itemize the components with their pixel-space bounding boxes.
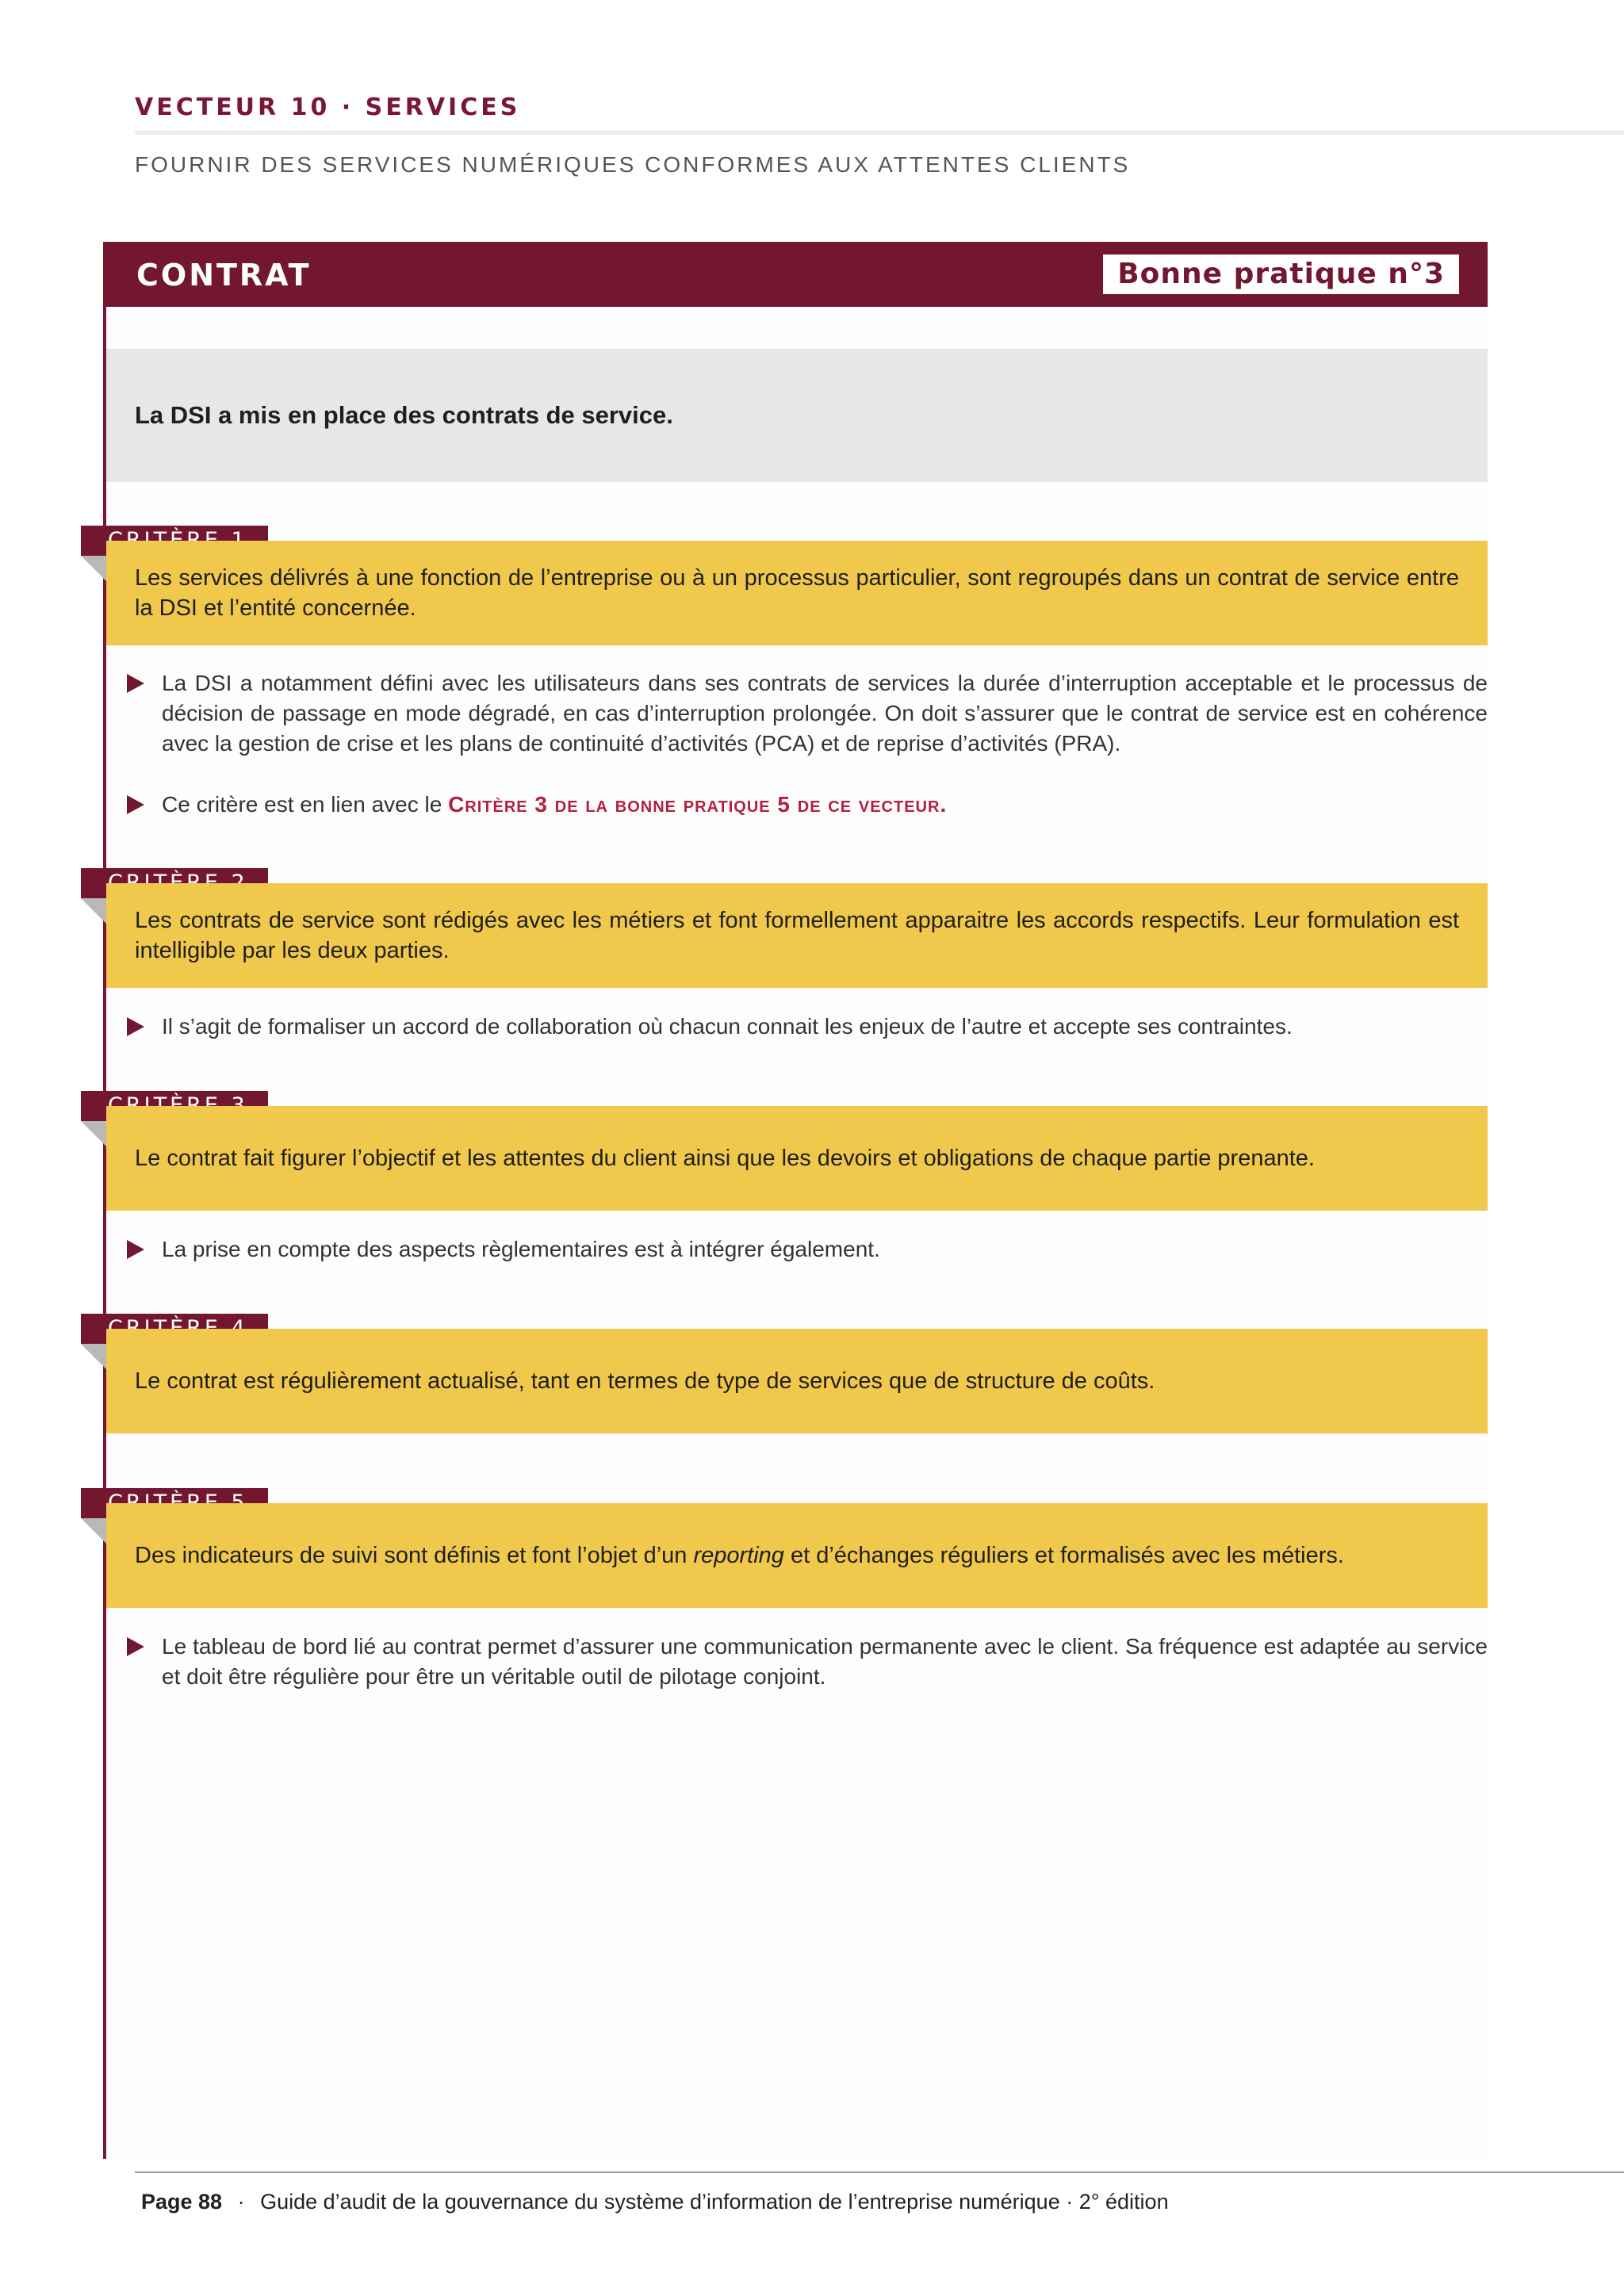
page-footer <box>141 2190 1169 2214</box>
criterion-box <box>106 541 1488 645</box>
footer-document-title: Guide d’audit de la gouvernance du système d’information de l’entreprise numérique · 2° édition <box>260 2190 1169 2214</box>
bullet-arrow-icon <box>127 674 144 693</box>
footer-divider <box>135 2172 1624 2173</box>
page-number: Page 88 <box>141 2190 223 2214</box>
link-note-suffix: . <box>940 792 948 817</box>
criterion-link-note <box>127 790 1488 820</box>
criterion-tab-fold <box>81 898 106 924</box>
criterion-tab-fold <box>81 1518 106 1544</box>
criterion-box <box>106 1106 1488 1211</box>
criterion-box <box>106 1329 1488 1433</box>
practice-statement: La DSI a mis en place des contrats de service. <box>135 401 673 429</box>
link-note-prefix: Ce critère est en lien avec le <box>162 792 449 817</box>
criterion-note-text: Il s’agit de formaliser un accord de collaboration où chacun connait les enjeux de l’autre et accepte ses contraintes. <box>162 1014 1293 1039</box>
criterion-note <box>127 1012 1488 1042</box>
section-header <box>105 242 1488 307</box>
practice-badge: Bonne pratique n°3 <box>1103 254 1459 294</box>
vector-title: VECTEUR 10 · SERVICES <box>135 94 521 121</box>
criterion-tab-fold <box>81 1121 106 1146</box>
criterion-note-text: La DSI a notamment défini avec les utilisateurs dans ses contrats de services la durée d’interruption acceptable et le processus de décision de passage en mode dégradé, en cas d’interruption prolongée. On doit s’assurer que le contrat de service est en cohérence avec la gestion de crise et les plans de continuité d’activités (PCA) et de reprise d’activités (PRA). <box>162 671 1488 756</box>
practice-statement-box <box>106 349 1488 482</box>
criterion-text <box>135 1540 1459 1571</box>
criterion-text: Les contrats de service sont rédigés avec les métiers et font formellement apparaitre les accords respectifs. Leur formulation est intelligible par les deux parties. <box>135 908 1459 963</box>
criterion-text: Les services délivrés à une fonction de l’entreprise ou à un processus particulier, sont regroupés dans un contrat de service entre la DSI et l’entité concernée. <box>135 565 1459 621</box>
criterion-note <box>127 1632 1488 1692</box>
criterion-text-emphasis: reporting <box>693 1543 784 1568</box>
criterion-note <box>127 1234 1488 1265</box>
bullet-arrow-icon <box>127 795 144 814</box>
criterion-box <box>106 883 1488 988</box>
criterion-note-text: Le tableau de bord lié au contrat permet d’assurer une communication permanente avec le client. Sa fréquence est adaptée au service et doit être régulière pour être un véritable outil de pilotage conjoint. <box>162 1634 1488 1689</box>
criterion-box <box>106 1503 1488 1608</box>
criterion-tab-fold <box>81 1344 106 1369</box>
cross-reference-link[interactable]: Critère 3 de la bonne pratique 5 de ce vecteur <box>448 792 940 817</box>
criterion-note-text: La prise en compte des aspects règlementaires est à intégrer également. <box>162 1237 880 1261</box>
criterion-text: Le contrat fait figurer l’objectif et les attentes du client ainsi que les devoirs et obligations de chaque partie prenante. <box>135 1146 1315 1171</box>
section-title: CONTRAT <box>136 258 312 293</box>
criterion-note-text <box>162 790 1488 820</box>
footer-separator: · <box>237 2190 245 2214</box>
criterion-text-start: Des indicateurs de suivi sont définis et font l’objet d’un <box>135 1543 694 1568</box>
criterion-text: Le contrat est régulièrement actualisé, tant en termes de type de services que de structure de coûts. <box>135 1368 1155 1394</box>
top-divider <box>135 131 1624 135</box>
criterion-text-end: et d’échanges réguliers et formalisés avec les métiers. <box>783 1543 1344 1568</box>
vector-subtitle: FOURNIR DES SERVICES NUMÉRIQUES CONFORMES AUX ATTENTES CLIENTS <box>135 152 1131 177</box>
bullet-arrow-icon <box>127 1637 144 1656</box>
criterion-tab-fold <box>81 556 106 581</box>
bullet-arrow-icon <box>127 1240 144 1259</box>
bullet-arrow-icon <box>127 1017 144 1036</box>
criterion-note <box>127 668 1488 759</box>
